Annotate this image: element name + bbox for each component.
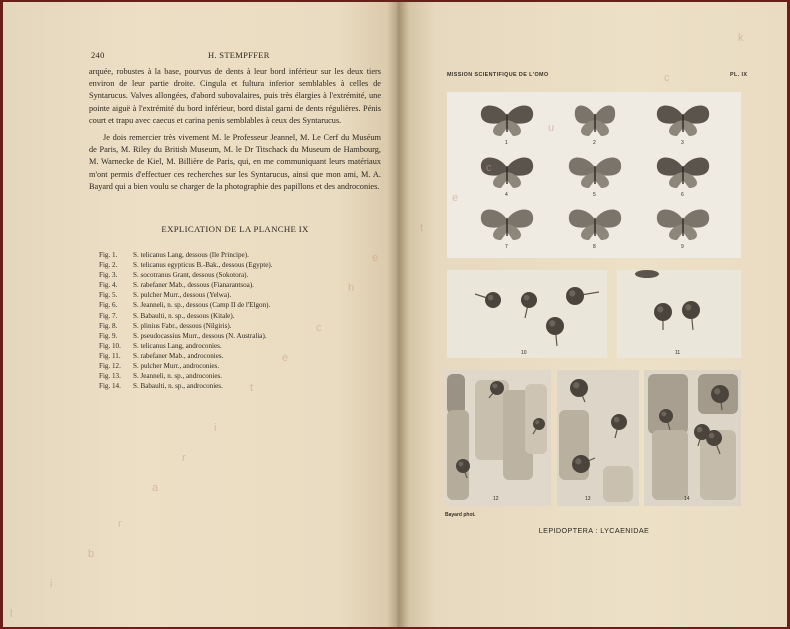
caption-text: S. pulcher Murr., androconies. bbox=[133, 362, 220, 371]
androconium-highlight bbox=[575, 458, 581, 464]
butterfly-left-forewing bbox=[481, 105, 507, 123]
androconium-highlight bbox=[657, 306, 663, 312]
caption-text: S. Jeanneli, n. sp., androconies. bbox=[133, 372, 223, 381]
plate-running-head: MISSION SCIENTIFIQUE DE L'OMO bbox=[447, 72, 549, 78]
butterfly-specimen bbox=[575, 105, 615, 136]
watermark-letter: c bbox=[664, 72, 670, 84]
figure-number: 11 bbox=[675, 350, 681, 356]
androconium-scale bbox=[485, 292, 501, 308]
androconium-scale bbox=[546, 317, 564, 335]
caption-text: S. Babaulti, n. sp., androconies. bbox=[133, 382, 223, 391]
plate-label: PL. IX bbox=[730, 72, 748, 78]
androconium-highlight bbox=[685, 304, 691, 310]
androconium-highlight bbox=[709, 433, 715, 439]
butterfly-specimen bbox=[657, 157, 709, 188]
butterfly-left-forewing bbox=[481, 209, 507, 227]
androconium-scale bbox=[521, 292, 537, 308]
butterfly-right-forewing bbox=[507, 105, 533, 123]
androconium-scale bbox=[570, 379, 588, 397]
caption-row bbox=[99, 290, 369, 300]
watermark-letter: h bbox=[348, 282, 355, 294]
figure-number: 7 bbox=[505, 244, 508, 250]
androconium-scale bbox=[490, 381, 504, 395]
caption-fig-number: Fig. 6. bbox=[99, 301, 118, 310]
caption-fig-number: Fig. 9. bbox=[99, 331, 118, 340]
watermark-letter: k bbox=[738, 32, 744, 44]
caption-fig-number: Fig. 14. bbox=[99, 382, 121, 391]
androconium-highlight bbox=[492, 383, 497, 388]
androconium-highlight bbox=[569, 290, 575, 296]
book-gutter bbox=[387, 2, 409, 627]
caption-text: S. plinius Fabr., dessous (Nilgiris). bbox=[133, 321, 232, 330]
watermark-letter: e bbox=[452, 192, 459, 204]
butterfly-right-forewing bbox=[683, 105, 709, 123]
caption-row bbox=[99, 371, 369, 381]
androconium-highlight bbox=[614, 417, 620, 423]
wing-cell bbox=[603, 466, 633, 502]
androconia-photo-14 bbox=[644, 370, 741, 506]
figure-number: 3 bbox=[681, 140, 684, 146]
watermark-letter: i bbox=[214, 422, 217, 434]
androconium-highlight bbox=[549, 320, 555, 326]
watermark-letter: c bbox=[486, 162, 492, 174]
butterfly-left-forewing bbox=[657, 157, 683, 175]
butterfly-specimen bbox=[569, 157, 621, 188]
androconium-highlight bbox=[458, 461, 463, 466]
figure-number: 9 bbox=[681, 244, 684, 250]
caption-row bbox=[99, 270, 369, 280]
androconia-photo-10 bbox=[447, 270, 607, 358]
figure-number: 12 bbox=[493, 496, 499, 502]
caption-row bbox=[99, 341, 369, 351]
androconium-scale bbox=[706, 430, 722, 446]
watermark-letter: t bbox=[420, 222, 424, 234]
butterfly-specimen bbox=[481, 209, 533, 240]
caption-fig-number: Fig. 8. bbox=[99, 321, 118, 330]
caption-text: S. rabefaner Mab., dessous (Fianarantsoa). bbox=[133, 281, 254, 290]
caption-fig-number: Fig. 13. bbox=[99, 372, 121, 381]
figure-number: 5 bbox=[593, 192, 596, 198]
androconium-scale bbox=[682, 301, 700, 319]
androconium-scale bbox=[659, 409, 673, 423]
butterfly-left-forewing bbox=[569, 209, 595, 227]
androconia-panel-12 bbox=[445, 370, 551, 506]
plate-title: LEPIDOPTERA : LYCAENIDAE bbox=[538, 526, 650, 535]
caption-fig-number: Fig. 2. bbox=[99, 261, 118, 270]
butterfly-photo bbox=[447, 92, 741, 258]
caption-text: S. socotranus Grant, dessous (Sokotora). bbox=[133, 271, 249, 280]
androconia-photo-13 bbox=[557, 370, 639, 506]
androconium-scale bbox=[456, 459, 470, 473]
caption-text: S. rabefaner Mab., androconies. bbox=[133, 351, 224, 360]
butterfly-right-forewing bbox=[595, 209, 621, 227]
androconia-panel-10 bbox=[447, 270, 607, 358]
caption-row bbox=[99, 381, 369, 391]
watermark-letter: a bbox=[152, 482, 159, 494]
left-page bbox=[3, 2, 397, 627]
figure-number: 13 bbox=[585, 496, 591, 502]
androconium-scale bbox=[635, 270, 659, 278]
androconia-panel-14 bbox=[644, 370, 741, 506]
caption-row bbox=[99, 260, 369, 270]
section-title: EXPLICATION DE LA PLANCHE IX bbox=[161, 224, 309, 234]
caption-fig-number: Fig. 3. bbox=[99, 271, 118, 280]
watermark-letter: l bbox=[10, 608, 13, 620]
watermark-letter: t bbox=[250, 382, 254, 394]
watermark-letter: e bbox=[372, 252, 379, 264]
androconia-panel-13 bbox=[557, 370, 639, 506]
watermark-letter: c bbox=[316, 322, 322, 334]
androconium-highlight bbox=[714, 388, 720, 394]
butterfly-left-forewing bbox=[481, 157, 507, 175]
watermark-letter: b bbox=[88, 548, 95, 560]
androconium-highlight bbox=[573, 382, 579, 388]
caption-fig-number: Fig. 12. bbox=[99, 362, 121, 371]
caption-fig-number: Fig. 5. bbox=[99, 291, 118, 300]
butterfly-right-forewing bbox=[507, 209, 533, 227]
androconium-highlight bbox=[488, 295, 494, 301]
figure-number: 8 bbox=[593, 244, 596, 250]
watermark-letter: r bbox=[182, 452, 186, 464]
wing-cell bbox=[447, 374, 465, 414]
caption-row bbox=[99, 321, 369, 331]
caption-text: S. pulcher Murr., dessous (Yelwa). bbox=[133, 291, 232, 300]
caption-text: S. telicanus Lang, dessous (Ile Principe). bbox=[133, 251, 249, 259]
butterfly-specimen bbox=[657, 209, 709, 240]
wing-cell bbox=[652, 430, 688, 500]
androconium-highlight bbox=[697, 427, 703, 433]
caption-row bbox=[99, 300, 369, 310]
figure-caption-list bbox=[99, 250, 369, 391]
caption-fig-number: Fig. 1. bbox=[99, 251, 118, 259]
watermark-letter: e bbox=[282, 352, 289, 364]
androconium-scale bbox=[566, 287, 584, 305]
page-number: 240 bbox=[91, 50, 105, 60]
paragraph-1: arquée, robustes à la base, pourvus de dents à leur bord inférieur sur les deux tiers environ de leur partie droite. Cingula et fultura inferior semblables à celles de Syntarucus. Valves allongées, d'abord subovalaires, puis très élargies à l'extrémité, une pointe aiguë à l'extrémité du bord inférieur, bord distal garni de dents régulières. Pénis court et trapu avec caecus et carina penis semblables à ceux des Syntarucus. bbox=[89, 67, 381, 125]
book-spread bbox=[3, 2, 787, 627]
androconia-photo-12 bbox=[445, 370, 551, 506]
figure-number: 1 bbox=[505, 140, 508, 146]
androconium-highlight bbox=[535, 420, 539, 424]
wing-cell bbox=[447, 410, 469, 500]
figure-number: 14 bbox=[684, 496, 690, 502]
butterfly-right-forewing bbox=[507, 157, 533, 175]
caption-text: S. Jeanneli, n. sp., dessous (Camp II de l'Elgon). bbox=[133, 301, 271, 310]
caption-row bbox=[99, 280, 369, 290]
watermark-letter: u bbox=[548, 122, 555, 134]
caption-row bbox=[99, 361, 369, 371]
caption-text: S. telicanus Lang, androconies. bbox=[133, 341, 222, 350]
caption-text: S. telicanus egypticus B.-Bak., dessous (Egypte). bbox=[133, 261, 273, 270]
androconium-scale bbox=[572, 455, 590, 473]
androconium-highlight bbox=[524, 295, 530, 301]
figure-number: 4 bbox=[505, 192, 508, 198]
caption-fig-number: Fig. 7. bbox=[99, 311, 118, 320]
caption-fig-number: Fig. 10. bbox=[99, 341, 121, 350]
caption-text: S. pseudocassius Murr., dessous (N. Australia). bbox=[133, 331, 267, 340]
butterfly-left-forewing bbox=[657, 209, 683, 227]
butterfly-specimen bbox=[657, 105, 709, 136]
caption-fig-number: Fig. 11. bbox=[99, 351, 121, 360]
right-page bbox=[397, 2, 787, 627]
paragraph-2: Je dois remercier très vivement M. le Professeur Jeannel, M. Le Cerf du Muséum de Paris, M. Riley du British Museum, M. le Dr Titschack du Museum de Hambourg, M. Warnecke de Kiel, M. Billière de Paris, qui, en me communiquant leurs matériaux m'ont permis d'effectuer ces recherches sur les Syntarucus, ainsi que mon ami, M. A. Bayard qui a bien voulu se charger de la photographie des papillons et des androconies. bbox=[89, 133, 381, 191]
androconium-highlight bbox=[661, 411, 666, 416]
butterfly-right-forewing bbox=[683, 157, 709, 175]
caption-fig-number: Fig. 4. bbox=[99, 281, 118, 290]
figure-number: 6 bbox=[681, 192, 684, 198]
butterfly-specimen bbox=[569, 209, 621, 240]
butterfly-right-forewing bbox=[683, 209, 709, 227]
androconium-scale bbox=[533, 418, 545, 430]
androconium-scale bbox=[711, 385, 729, 403]
caption-row bbox=[99, 250, 369, 260]
androconia-panel-11 bbox=[617, 270, 741, 358]
running-head-author: H. STEMPFFER bbox=[208, 50, 270, 60]
figure-number: 2 bbox=[593, 140, 596, 146]
androconium-scale bbox=[611, 414, 627, 430]
figure-number: 10 bbox=[521, 350, 527, 356]
photo-credit: Bayard phot. bbox=[445, 512, 476, 518]
androconia-photo-11 bbox=[617, 270, 741, 358]
caption-text: S. Babaulti, n. sp., dessous (Kitale). bbox=[133, 311, 235, 320]
caption-row bbox=[99, 311, 369, 321]
watermark-letter: r bbox=[118, 518, 122, 530]
caption-row bbox=[99, 351, 369, 361]
butterfly-left-forewing bbox=[569, 157, 595, 175]
butterfly-photo-panel bbox=[447, 92, 741, 258]
androconium-scale bbox=[654, 303, 672, 321]
butterfly-right-forewing bbox=[595, 157, 621, 175]
butterfly-left-forewing bbox=[657, 105, 683, 123]
caption-row bbox=[99, 331, 369, 341]
watermark-letter: i bbox=[50, 578, 53, 590]
butterfly-specimen bbox=[481, 105, 533, 136]
